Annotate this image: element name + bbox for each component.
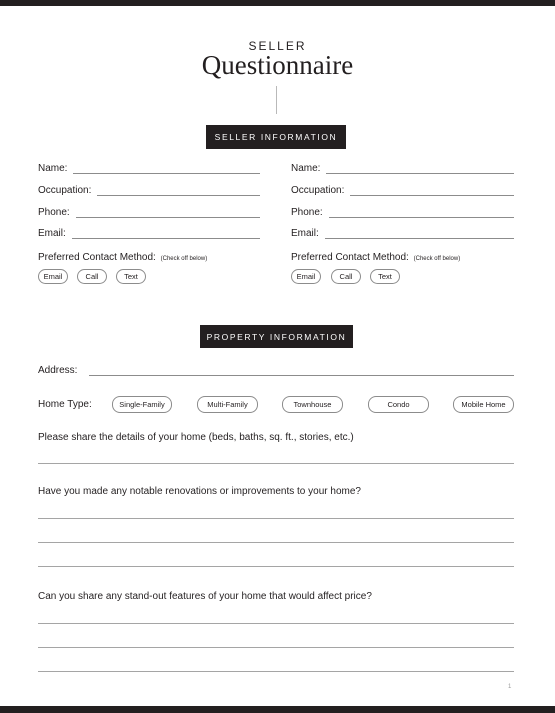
seller2-preferred-label: Preferred Contact Method: [291,252,409,263]
seller1-name-field[interactable] [38,163,260,175]
bottom-bar [0,706,555,713]
answer-line[interactable] [38,542,514,543]
page-number: 1 [508,684,512,690]
seller1-preferred-label: Preferred Contact Method: [38,252,156,263]
seller2-phone-field[interactable] [291,207,514,219]
seller1-email-line[interactable] [72,238,260,239]
address-label: Address: [38,365,78,376]
answer-line[interactable] [38,566,514,567]
answer-line[interactable] [38,463,514,464]
address-field[interactable] [38,365,514,377]
home-type-condo[interactable]: Condo [368,396,429,413]
seller1-name-line[interactable] [73,173,260,174]
seller2-preferred-contact [291,252,460,263]
answer-line[interactable] [38,623,514,624]
question-stand-out-features: Can you share any stand-out features of your home that would affect price? [38,591,372,602]
seller2-email-label: Email: [291,228,319,239]
seller2-occupation-label: Occupation: [291,185,345,196]
title-divider [276,86,277,114]
seller2-phone-label: Phone: [291,207,323,218]
answer-line[interactable] [38,671,514,672]
seller1-phone-line[interactable] [76,217,260,218]
question-home-details: Please share the details of your home (beds, baths, sq. ft., stories, etc.) [38,432,354,443]
seller1-option-call[interactable]: Call [77,269,107,284]
answer-line[interactable] [38,647,514,648]
seller1-phone-label: Phone: [38,207,70,218]
address-line[interactable] [89,375,514,376]
seller1-phone-field[interactable] [38,207,260,219]
top-bar [0,0,555,6]
seller2-option-email[interactable]: Email [291,269,321,284]
seller1-email-field[interactable] [38,228,260,240]
seller1-name-label: Name: [38,163,68,174]
home-type-label: Home Type: [38,399,92,410]
seller1-option-email[interactable]: Email [38,269,68,284]
property-information-heading: PROPERTY INFORMATION [200,325,353,348]
seller1-preferred-hint: (Check off below) [160,256,208,262]
seller2-name-field[interactable] [291,163,514,175]
home-type-multi-family[interactable]: Multi-Family [197,396,258,413]
seller1-option-text[interactable]: Text [116,269,146,284]
page-pretitle: SELLER [248,39,307,53]
home-type-townhouse[interactable]: Townhouse [282,396,343,413]
home-type-mobile-home[interactable]: Mobile Home [453,396,514,413]
seller1-occupation-label: Occupation: [38,185,92,196]
seller1-preferred-contact [38,252,207,263]
seller2-preferred-hint: (Check off below) [413,256,461,262]
seller2-email-line[interactable] [325,238,514,239]
seller1-email-label: Email: [38,228,66,239]
seller2-option-call[interactable]: Call [331,269,361,284]
answer-line[interactable] [38,518,514,519]
seller2-occupation-line[interactable] [350,195,514,196]
seller1-occupation-line[interactable] [97,195,260,196]
page-title: Questionnaire [201,50,354,80]
seller2-name-label: Name: [291,163,321,174]
seller2-occupation-field[interactable] [291,185,514,197]
seller2-option-text[interactable]: Text [370,269,400,284]
seller2-phone-line[interactable] [329,217,514,218]
seller2-email-field[interactable] [291,228,514,240]
seller-information-heading: SELLER INFORMATION [206,125,346,149]
seller2-name-line[interactable] [326,173,514,174]
question-renovations: Have you made any notable renovations or improvements to your home? [38,486,361,497]
seller1-occupation-field[interactable] [38,185,260,197]
home-type-single-family[interactable]: Single-Family [112,396,172,413]
